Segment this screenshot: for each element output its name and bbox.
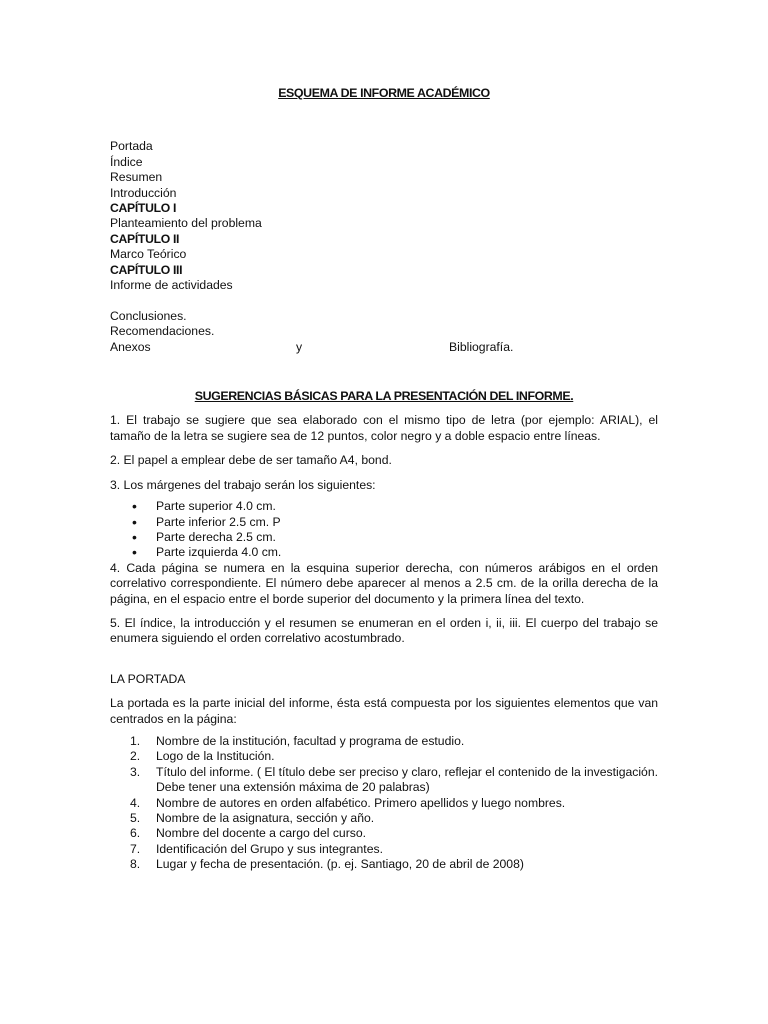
list-item xyxy=(110,811,658,826)
outline-item-indice: Índice xyxy=(110,154,143,169)
chapter-1-heading: CAPÍTULO I xyxy=(110,201,177,216)
outline-item-portada: Portada xyxy=(110,139,153,154)
list-item xyxy=(110,857,658,872)
list-item xyxy=(110,826,658,841)
outline-item-introduccion: Introducción xyxy=(110,185,177,200)
list-item-number: 6. xyxy=(130,826,141,841)
suggestion-4: 4. Cada página se numera en la esquina superior derecha, con números arábigos en el orden correlativo correspondiente. El número debe aparecer al menos a 2.5 cm. de la orilla derecha de la página, en el espacio entre el borde superior del documento y la primera línea del texto. xyxy=(110,560,658,606)
list-item-text: Título del informe. ( El título debe ser preciso y claro, reflejar el contenido de la investigación. Debe tener una extensión máxima de 20 palabras) xyxy=(156,764,658,795)
margins-list xyxy=(110,499,658,561)
list-item-text: Lugar y fecha de presentación. (p. ej. Santiago, 20 de abril de 2008) xyxy=(156,857,524,872)
margin-item: • Parte superior 4.0 cm. xyxy=(110,499,658,514)
list-item-text: Identificación del Grupo y sus integrantes. xyxy=(156,841,383,856)
margin-item: • Parte inferior 2.5 cm. P xyxy=(110,515,658,530)
document-title: ESQUEMA DE INFORME ACADÉMICO xyxy=(278,86,490,100)
chapter-3-text: Informe de actividades xyxy=(110,278,233,293)
list-item xyxy=(110,842,658,857)
document-body xyxy=(110,86,658,873)
list-item-number: 4. xyxy=(130,795,141,810)
list-item xyxy=(110,765,658,796)
list-item-number: 8. xyxy=(130,857,141,872)
outline-item-bibliografia: Bibliografía. xyxy=(449,339,514,354)
suggestion-2: 2. El papel a emplear debe de ser tamaño A4, bond. xyxy=(110,453,392,468)
list-item-number: 1. xyxy=(130,733,141,748)
chapter-2-heading: CAPÍTULO II xyxy=(110,231,180,246)
list-item-number: 7. xyxy=(130,841,141,856)
list-item-text: Logo de la Institución. xyxy=(156,749,275,764)
list-item xyxy=(110,734,658,749)
list-item-text: Nombre de autores en orden alfabético. Primero apellidos y luego nombres. xyxy=(156,795,566,810)
list-item xyxy=(110,796,658,811)
list-item-number: 3. xyxy=(130,764,141,779)
list-item-number: 2. xyxy=(130,749,141,764)
suggestion-3: 3. Los márgenes del trabajo serán los siguientes: xyxy=(110,477,376,492)
margin-item: • Parte derecha 2.5 cm. xyxy=(110,530,658,545)
outline-item-conclusiones: Conclusiones. xyxy=(110,308,187,323)
suggestion-1: 1. El trabajo se sugiere que sea elaborado con el mismo tipo de letra (por ejemplo: ARIAL), el tamaño de la letra se sugiere sea de 12 puntos, color negro y a doble espacio entre líneas. xyxy=(110,413,658,443)
chapter-2-text: Marco Teórico xyxy=(110,247,187,262)
portada-elements-list xyxy=(110,734,658,873)
margin-item: • Parte izquierda 4.0 cm. xyxy=(110,545,658,560)
list-item-text: Nombre del docente a cargo del curso. xyxy=(156,826,367,841)
list-item-number: 5. xyxy=(130,811,141,825)
list-item-text: Nombre de la asignatura, sección y año. xyxy=(156,811,375,825)
suggestion-5: 5. El índice, la introducción y el resumen se enumeran en el orden i, ii, iii. El cuerpo del trabajo se enumera siguiendo el orden correlativo acostumbrado. xyxy=(110,615,658,646)
outline-item-recomendaciones: Recomendaciones. xyxy=(110,324,215,339)
outline-list xyxy=(110,139,658,355)
list-item xyxy=(110,749,658,764)
suggestions-heading: SUGERENCIAS BÁSICAS PARA LA PRESENTACIÓN DEL INFORME. xyxy=(194,389,574,404)
outline-item-y: y xyxy=(296,339,303,354)
outline-item-resumen: Resumen xyxy=(110,170,163,185)
list-item-text: Nombre de la institución, facultad y programa de estudio. xyxy=(156,733,465,748)
spacer xyxy=(110,293,658,308)
chapter-1-text: Planteamiento del problema xyxy=(110,216,262,231)
outline-row-anexos xyxy=(110,340,658,355)
outline-item-anexos: Anexos xyxy=(110,339,151,354)
chapter-3-heading: CAPÍTULO III xyxy=(110,262,183,277)
portada-intro: La portada es la parte inicial del informe, ésta está compuesta por los siguientes elementos que van centrados en la página: xyxy=(110,696,658,726)
portada-heading: LA PORTADA xyxy=(110,671,186,686)
